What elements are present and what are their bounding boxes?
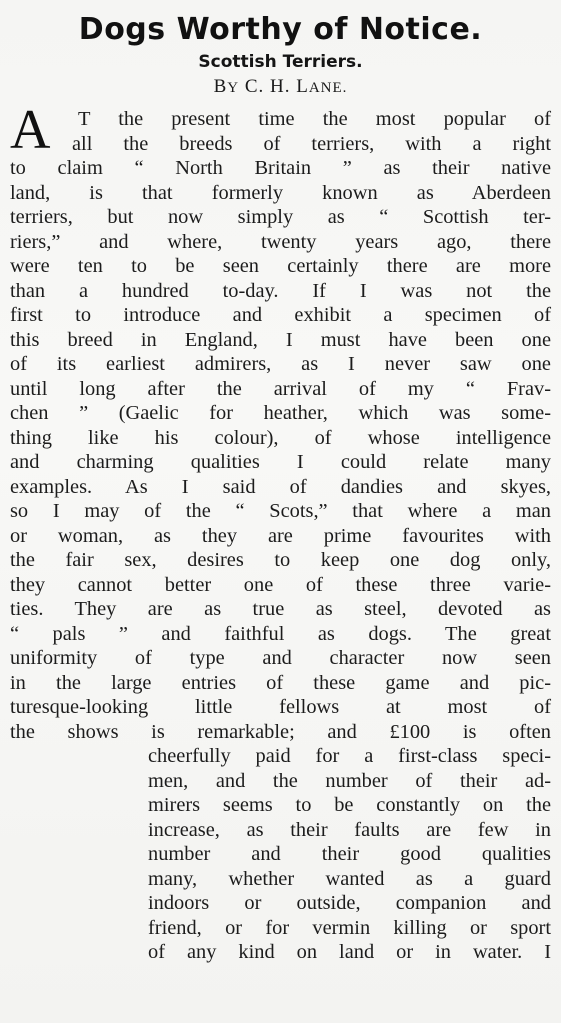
body-line: of its earliest admirers, as I never saw one [10,353,551,375]
body-line: than a hundred to-day. If I was not the [10,279,551,302]
body-line-narrow: of any kind on land or in water. I [148,941,551,963]
body-line-narrow: friend, or for vermin killing or sport [148,916,551,939]
article-subtitle: Scottish Terriers. [198,52,363,72]
body-line-narrow: cheerfully paid for a first-class speci- [148,745,551,767]
body-line: they cannot better one of these three varie- [10,573,551,596]
article-body [10,99,551,965]
first-paragraph [10,99,551,965]
article-title: Dogs Worthy of Notice. [78,12,483,47]
body-line: turesque-looking little fellows at most of [10,696,551,718]
body-line: or woman, as they are prime favourites with [10,524,551,547]
body-line: “ pals ” and faithful as dogs. The great [10,622,551,645]
body-line-narrow: men, and the number of their ad- [148,769,551,792]
body-line: T the present time the most popular of [78,108,551,130]
article-byline [10,74,551,101]
body-line-narrow: indoors or outside, companion and [148,892,551,914]
body-line: chen ” (Gaelic for heather, which was some- [10,402,551,424]
body-lines [10,107,551,744]
drop-cap: A [10,99,51,161]
byline-name: C. H. L [244,76,309,97]
body-lines-narrow-column [10,744,551,965]
body-line-narrow: many, whether wanted as a guard [148,867,551,890]
body-line-narrow: mirers seems to be constantly on the [148,794,551,816]
body-line: uniformity of type and character now seen [10,647,551,669]
body-line: this breed in England, I must have been one [10,328,551,351]
body-line: until long after the arrival of my “ Frav- [10,377,551,400]
body-line: examples. As I said of dandies and skyes, [10,475,551,498]
byline-prefix-smallcaps: Y [227,80,240,96]
body-line: were ten to be seen certainly there are more [10,255,551,277]
body-line: and charming qualities I could relate many [10,451,551,473]
body-line: to claim “ North Britain ” as their native [10,157,551,179]
byline-name-smallcaps: ANE. [308,80,348,96]
body-line-narrow: increase, as their faults are few in [148,818,551,841]
body-line-narrow: number and their good qualities [148,843,551,865]
body-line: the shows is remarkable; and £100 is often [10,720,551,743]
body-line: all the breeds of terriers, with a right [72,132,551,155]
body-line: thing like his colour), of whose intelligence [10,426,551,449]
body-line: the fair sex, desires to keep one dog only, [10,549,551,571]
body-line: land, is that formerly known as Aberdeen [10,181,551,204]
body-line: ties. They are as true as steel, devoted as [10,598,551,620]
body-line: first to introduce and exhibit a specimen of [10,304,551,326]
body-line: so I may of the “ Scots,” that where a man [10,500,551,522]
body-line: terriers, but now simply as “ Scottish ter- [10,206,551,228]
body-line: in the large entries of these game and pic- [10,671,551,694]
body-line: riers,” and where, twenty years ago, there [10,230,551,253]
byline-prefix: B [213,76,228,97]
